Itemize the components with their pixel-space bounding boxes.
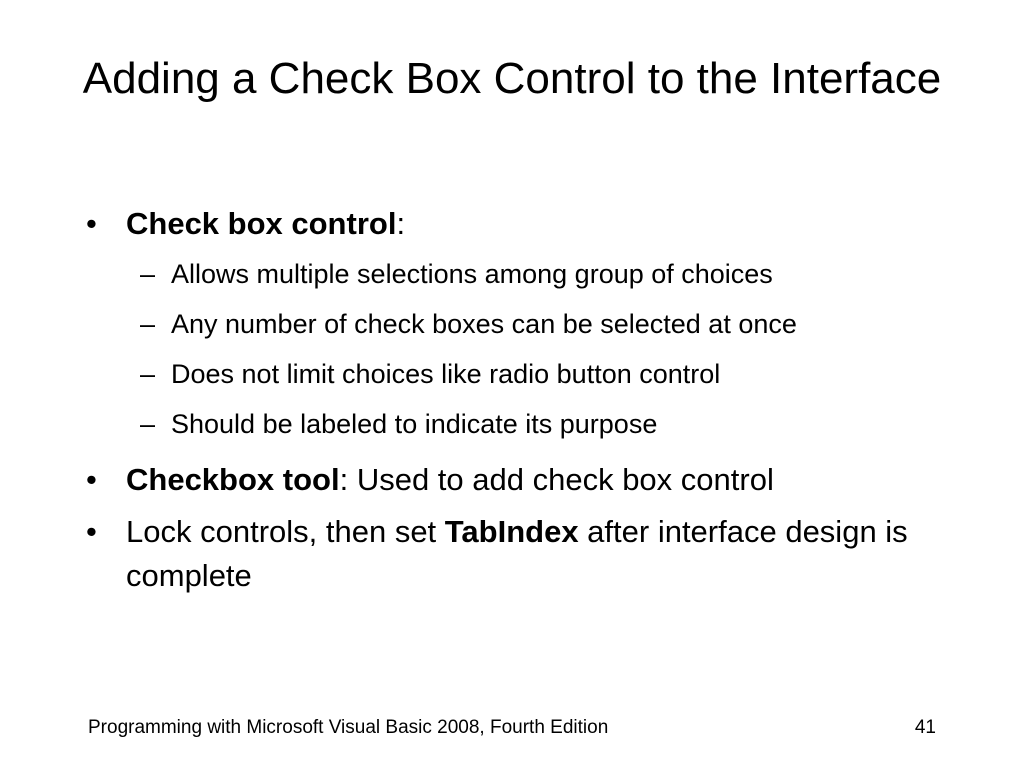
bullet-text: : — [396, 206, 406, 241]
bullet-text: : Used to add check box control — [339, 462, 774, 497]
dash-marker: – — [140, 309, 156, 339]
slide-content — [0, 202, 1024, 606]
dash-marker: – — [140, 359, 156, 389]
sub-bullet-item — [0, 254, 1024, 294]
bullet-lock-controls — [0, 510, 1024, 598]
bullet-text: Lock controls, then set — [126, 514, 445, 549]
sub-bullet-text: Should be labeled to indicate its purpose — [171, 409, 658, 439]
sub-bullet-item — [0, 404, 1024, 444]
sub-bullet-item — [0, 354, 1024, 394]
sub-bullet-text: Any number of check boxes can be selected at once — [171, 309, 797, 339]
bullet-bold-text: TabIndex — [444, 514, 579, 549]
page-number: 41 — [914, 717, 936, 738]
bullet-check-box-control — [0, 202, 1024, 246]
bullet-text: after interface design is complete — [126, 514, 908, 593]
sub-bullet-item — [0, 304, 1024, 344]
bullet-marker: • — [86, 462, 97, 497]
sub-bullet-list — [0, 254, 1024, 444]
slide-title: Adding a Check Box Control to the Interface — [82, 54, 942, 103]
bullet-checkbox-tool — [0, 458, 1024, 502]
slide-footer: Programming with Microsoft Visual Basic 2008, Fourth Edition — [88, 717, 609, 738]
bullet-marker: • — [86, 514, 97, 549]
dash-marker: – — [140, 409, 156, 439]
bullet-bold-text: Checkbox tool — [126, 462, 340, 497]
bullet-marker: • — [86, 206, 97, 241]
dash-marker: – — [140, 259, 156, 289]
bullet-bold-text: Check box control — [126, 206, 397, 241]
sub-bullet-text: Allows multiple selections among group of choices — [171, 259, 773, 289]
sub-bullet-text: Does not limit choices like radio button control — [171, 359, 721, 389]
